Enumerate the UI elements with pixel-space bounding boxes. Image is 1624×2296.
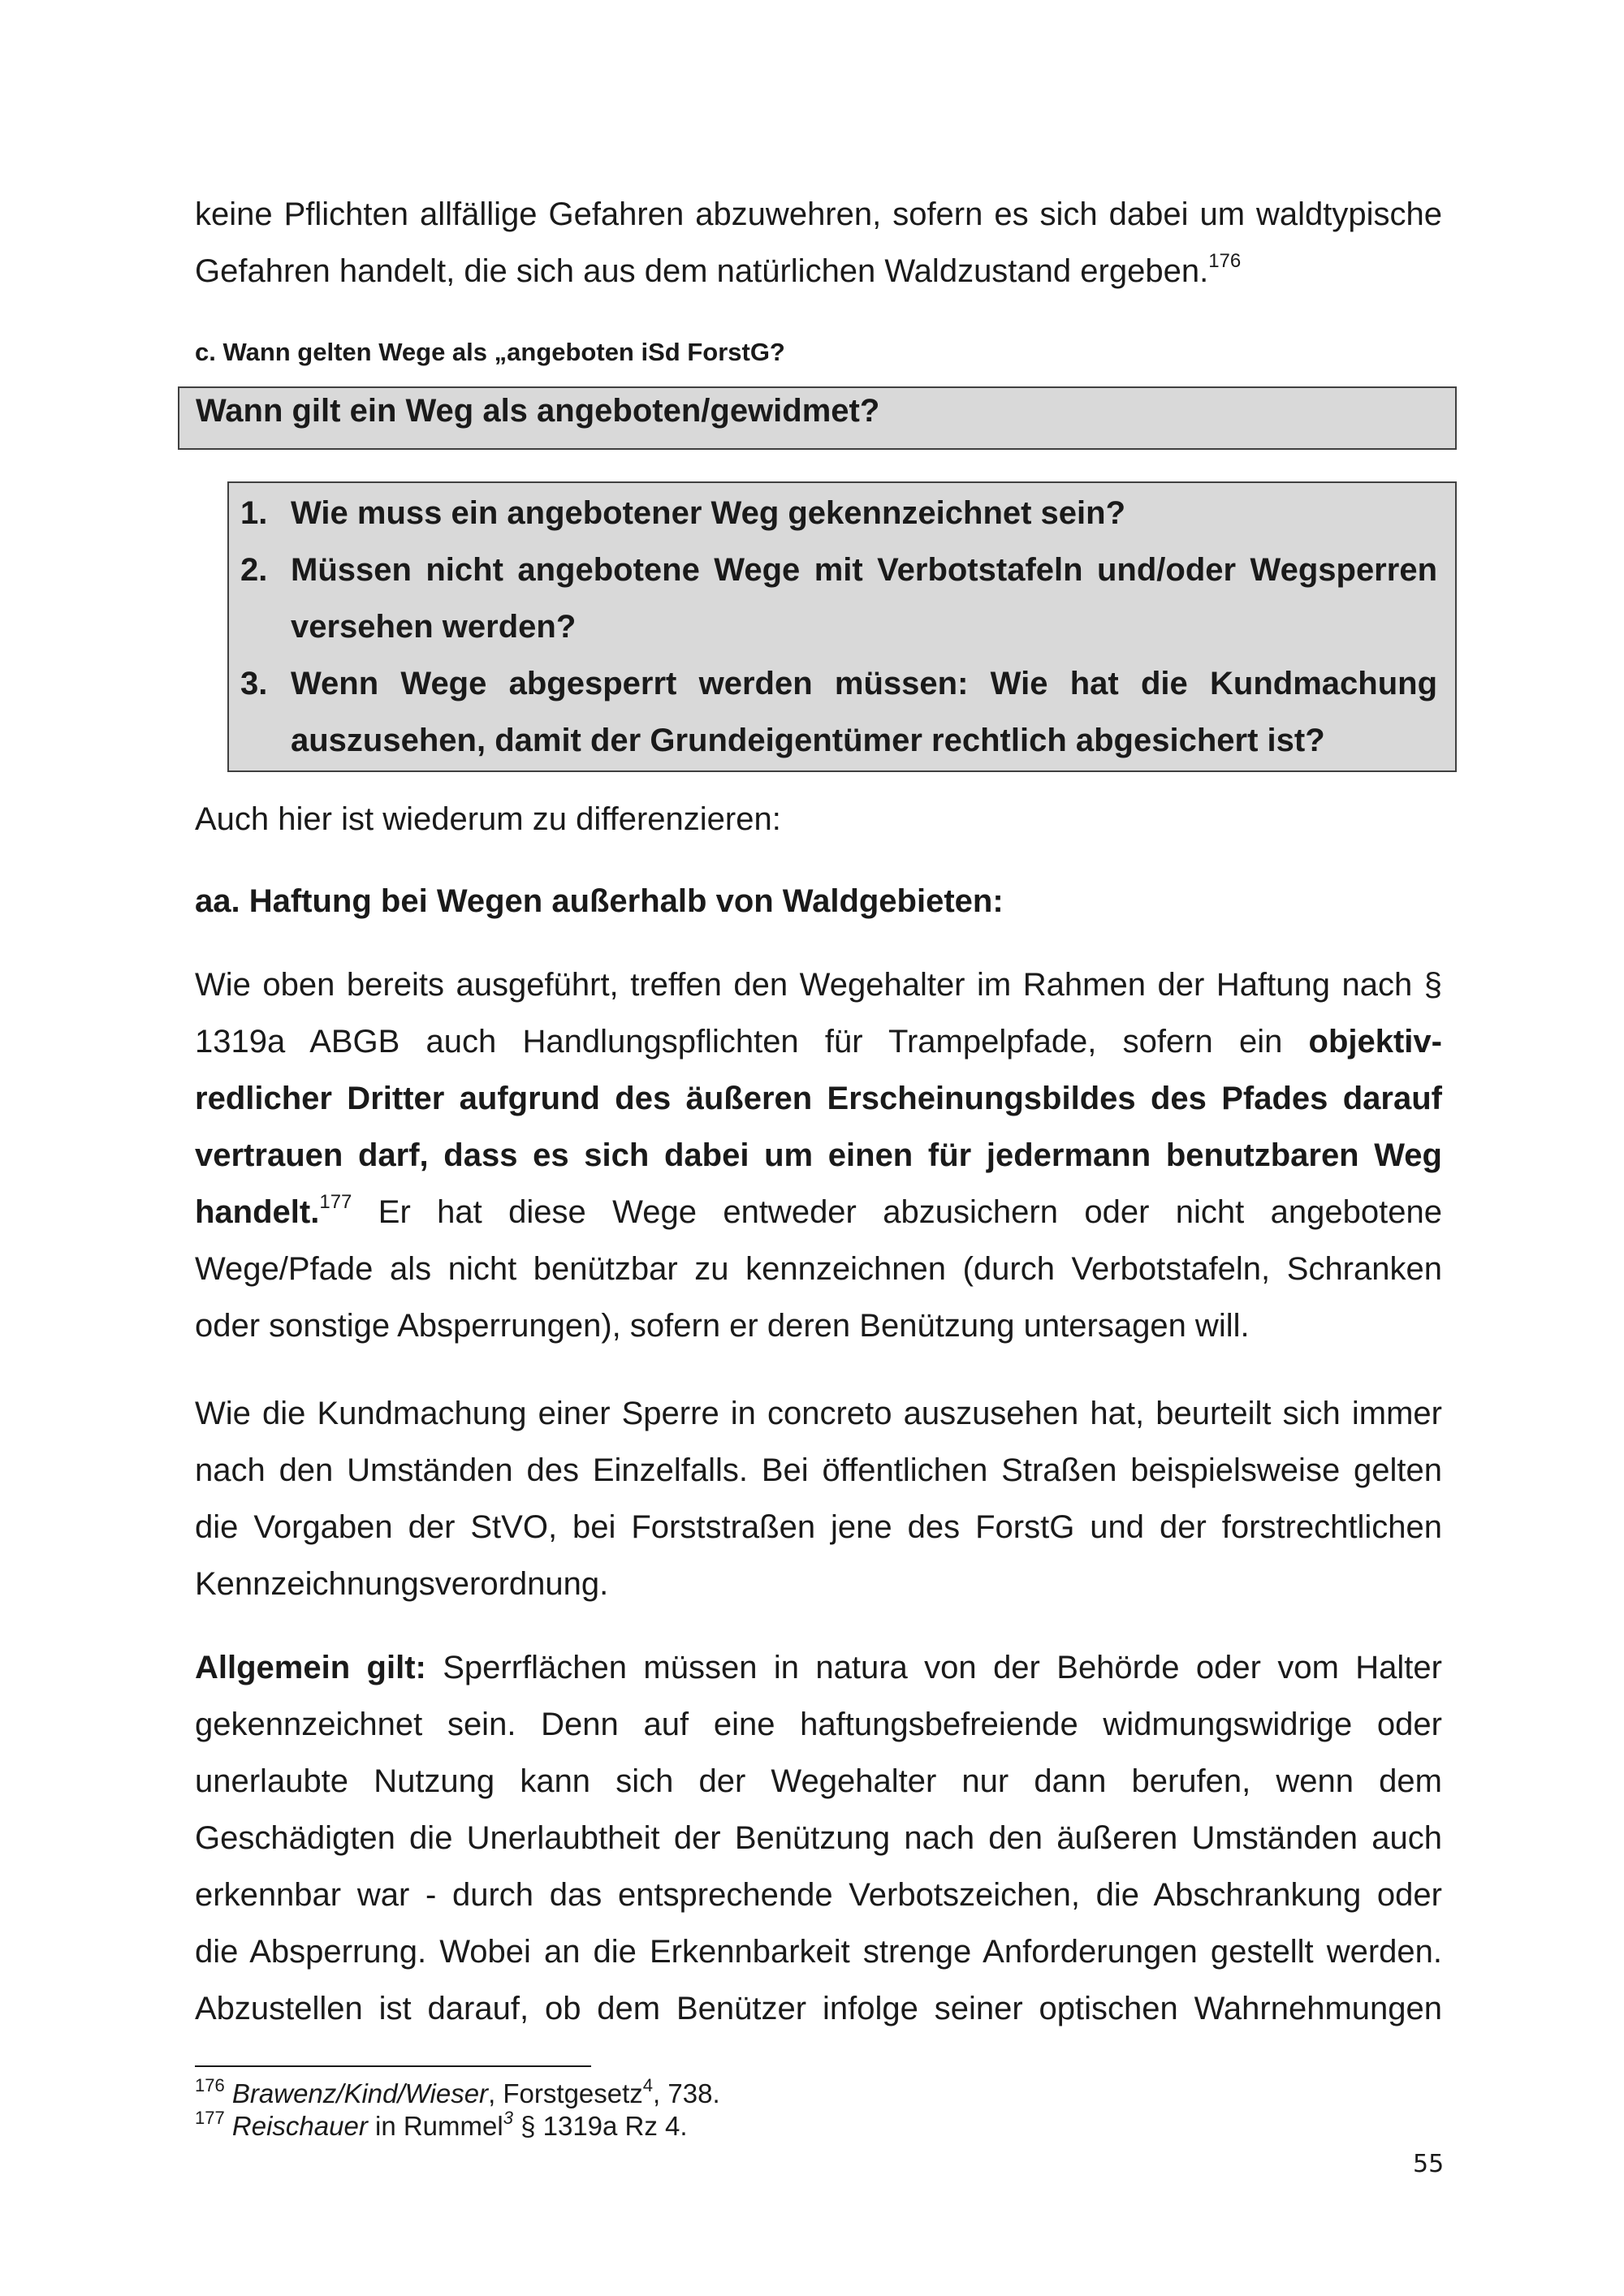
page-number: 55 — [1413, 2150, 1445, 2178]
question-number: 1. — [240, 495, 268, 531]
question-text: Wie muss ein angebotener Weg gekennzeichnet sein? — [291, 495, 1126, 531]
section-aa-heading: aa. Haftung bei Wegen außerhalb von Waldgebieten: — [195, 883, 1004, 919]
question-title-box — [178, 386, 1457, 450]
intro-paragraph — [195, 186, 1442, 300]
question-text: Müssen nicht angebotene Wege mit Verbotstafeln und/oder Wegsperren versehen werden? — [291, 552, 1437, 645]
differentiate-text: Auch hier ist wiederum zu differenzieren: — [195, 801, 781, 837]
question-number: 2. — [240, 552, 268, 588]
question-number: 3. — [240, 666, 268, 701]
footnote-176: $^{176}$ Brawenz/Kind/Wieser, Forstgesetz$^4$, 738. — [195, 2075, 720, 2108]
intro-line-1: keine Pflichten allfällige Gefahren abzuwehren, sofern es sich dabei um waldtypische — [195, 196, 1442, 232]
paragraph-1: Wie oben bereits ausgeführt, treffen den Wegehalter im Rahmen der Haftung nach § 1319a ABGB auch Handlungspflichten für Trampelpfade, sofern ein objektiv- redlicher Dritter aufgrund des äußeren Erscheinungsbildes des Pfades darauf vertrauen darf, dass es sich dabei um einen für jedermann benutzbaren Weg handelt.$^{177}$ Er hat diese Wege entweder abzusichern oder nicht angebotene Wege/Pfade als nicht benützbar zu kennzeichnen (durch Verbotstafeln, Schranken oder sonstige Absperrungen), sofern er deren Benützung untersagen will. — [195, 967, 1442, 1344]
intro-line-2: Gefahren handelt, die sich aus dem natürlichen Waldzustand ergeben.$^{176}$ — [195, 250, 1242, 289]
footnote-ref-177[interactable]: 177 — [319, 1191, 352, 1213]
footnote-separator — [195, 2065, 591, 2067]
paragraph-2: Wie die Kundmachung einer Sperre in concreto auszusehen hat, beurteilt sich immer nach den Umständen des Einzelfalls. Bei öffentlichen Straßen beispielsweise gelten die Vorgaben der StVO, bei Forststraßen jene des ForstG und der forstrechtlichen Kennzeichnungsverordnung. — [195, 1396, 1442, 1602]
paragraph-3: Allgemein gilt: Sperrflächen müssen in natura von der Behörde oder vom Halter gekennzeichnet sein. Denn auf eine haftungsbefreiende widmungswidrige oder unerlaubte Nutzung kann sich der Wegehalter nur dann berufen, wenn dem Geschädigten die Unerlaubtheit der Benützung nach den äußeren Umständen auch erkennbar war - durch das entsprechende Verbotszeichen, die Abschrankung oder die Absperrung. Wobei an die Erkennbarkeit strenge Anforderungen gestellt werden. Abzustellen ist darauf, ob dem Benützer infolge seiner optischen Wahrnehmungen — [195, 1650, 1442, 2026]
footnote-ref-176[interactable]: 176 — [1208, 250, 1242, 272]
question-text: Wenn Wege abgesperrt werden müssen: Wie hat die Kundmachung auszusehen, damit der Grundeigentümer rechtlich abgesichert ist? — [291, 666, 1437, 758]
footnote-177: $^{177}$ Reischauer in Rummel$^3$ § 1319a Rz 4. — [195, 2108, 688, 2141]
section-c-heading: c. Wann gelten Wege als „angeboten iSd ForstG? — [195, 338, 785, 366]
question-title: Wann gilt ein Weg als angeboten/gewidmet? — [196, 393, 880, 429]
questions-box — [227, 481, 1457, 772]
